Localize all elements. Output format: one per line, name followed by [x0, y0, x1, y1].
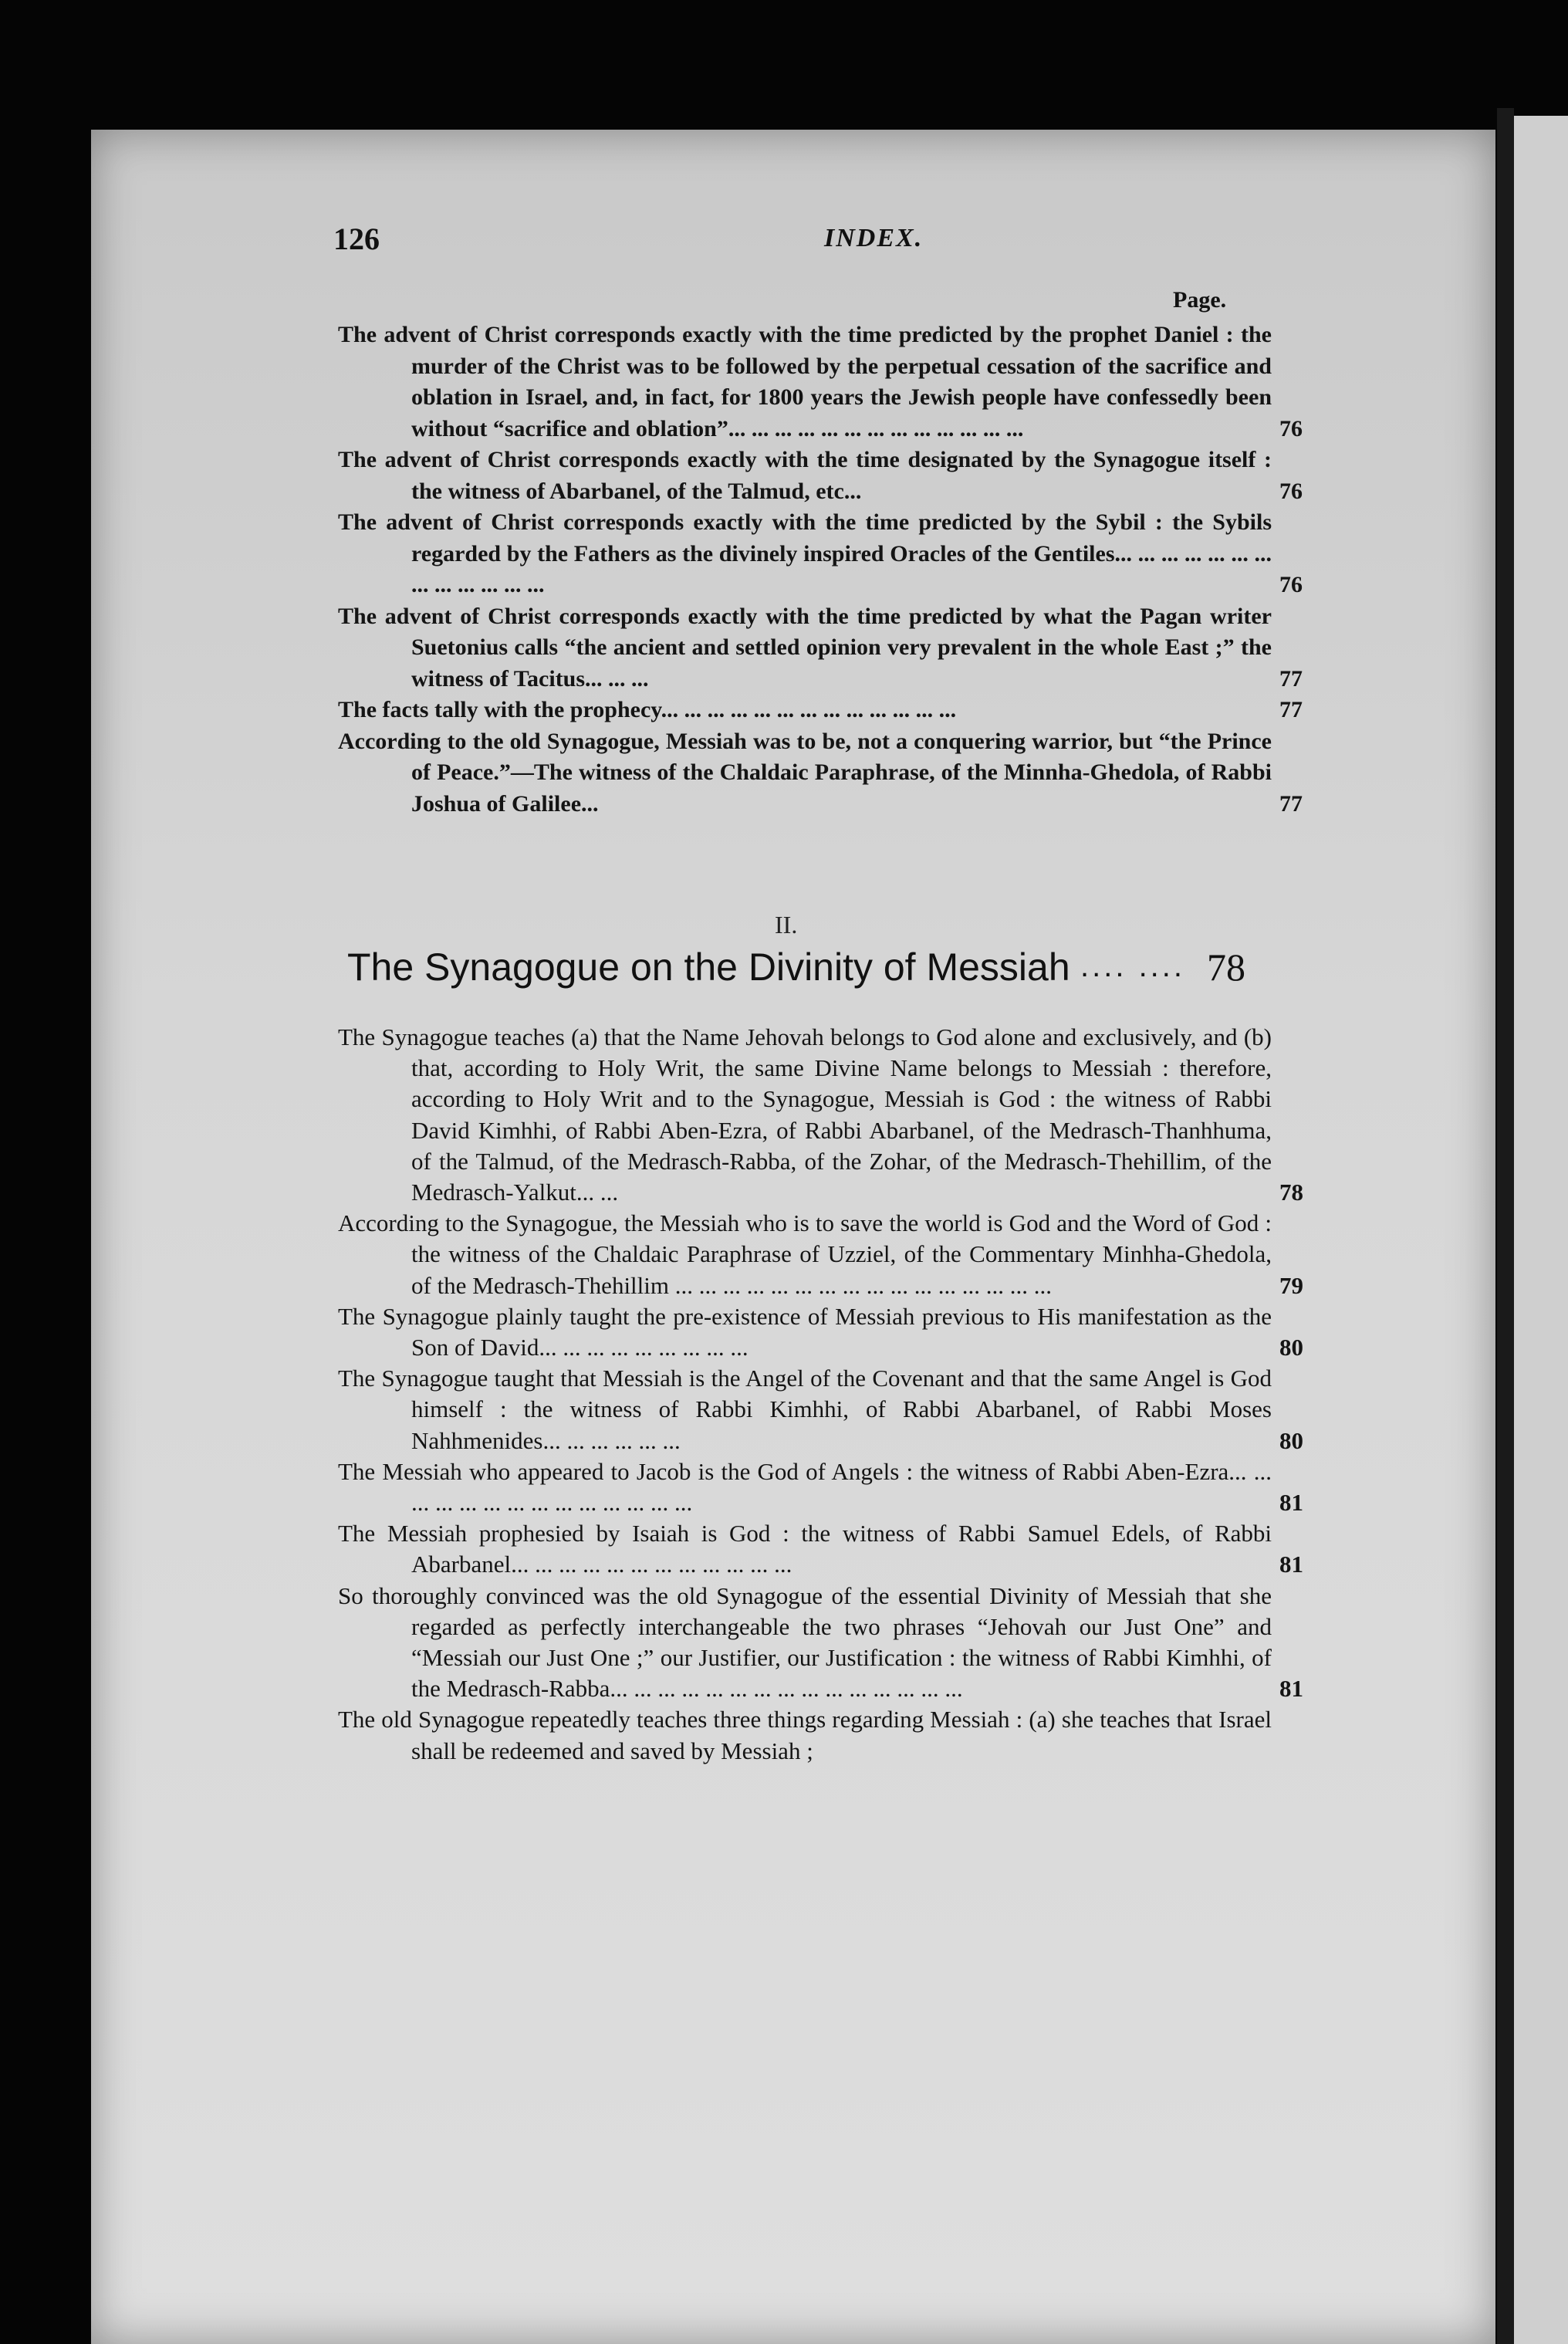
index-entry — [338, 1301, 1326, 1363]
entry-text: So thoroughly convinced was the old Synagogue of the essential Divinity of Messiah that she regarded as perfectly interchangeable the two phrases “Jehovah our Just One” and “Messiah our Just One ;” our Justifier, our Justification : the witness of Rabbi Kimhhi, of the Medrasch-Rabba... ... ... ... ... ... ... ... ... ... ... ... ... ... ... — [338, 1581, 1272, 1703]
section-numeral: II. — [775, 911, 798, 939]
index-entry — [338, 695, 1326, 726]
entry-page-ref: 79 — [1279, 1271, 1303, 1299]
section-title-text: The Synagogue on the Divinity of Messiah — [347, 945, 1070, 989]
index-entry — [338, 320, 1326, 445]
entry-page-ref: 77 — [1279, 665, 1303, 692]
page-gutter-shadow — [1497, 108, 1514, 2344]
entry-page-ref: 76 — [1279, 572, 1303, 597]
entry-page-ref: 81 — [1279, 1489, 1303, 1517]
facing-page-edge — [1514, 116, 1568, 2344]
entry-text: The advent of Christ corresponds exactly with the time designated by the Synagogue itself : the witness of Abarbanel, of the Talmud, etc... — [338, 447, 1272, 504]
entry-page-ref: 77 — [1279, 697, 1303, 722]
entry-page-ref: 76 — [1279, 478, 1303, 504]
entry-text: The facts tally with the prophecy... ... ... ... ... ... ... ... ... ... ... ... ... — [338, 697, 957, 722]
index-entry — [338, 601, 1326, 695]
entry-text: The Synagogue plainly taught the pre-existence of Messiah previous to His manifestation as the Son of David... ... ... ... ... ... ... ... ... — [338, 1302, 1272, 1361]
index-entry — [338, 445, 1326, 507]
section-heading — [347, 945, 1350, 989]
entry-page-ref: 78 — [1279, 1179, 1303, 1206]
entry-page-ref: 81 — [1279, 1551, 1303, 1578]
entry-page-ref: 80 — [1279, 1426, 1303, 1454]
index-entry — [338, 1581, 1326, 1705]
page-column-label: Page. — [1173, 287, 1227, 313]
section-leader-dots: .... .... — [1080, 949, 1186, 983]
entry-page-ref: 76 — [1279, 415, 1303, 441]
entry-text: The advent of Christ corresponds exactly with the time predicted by the Sybil : the Sybils regarded by the Fathers as the divinely inspired Oracles of the Gentiles... ... ... ... ... ... ... ... ... ... ... ... ... — [338, 509, 1272, 597]
running-title: INDEX. — [824, 224, 924, 252]
entry-text: The Synagogue teaches (a) that the Name Jehovah belongs to God alone and exclusively, and (b) that, according to Holy Writ, the same Divine Name belongs to Messiah : therefore, according to Holy Writ and to the Synagogue, Messiah is God : the witness of Rabbi David Kimhhi, of Rabbi Aben-Ezra, of Rabbi Abarbanel, of the Medrasch-Thanhhuma, of the Talmud, of the Medrasch-Rabba, of the Zohar, of the Medrasch-Thehillim, of the Medrasch-Yalkut... ... — [338, 1023, 1272, 1206]
entry-text: The old Synagogue repeatedly teaches three things regarding Messiah : (a) she teaches that Israel shall be redeemed and saved by Messiah ; — [338, 1706, 1272, 1764]
entry-text: According to the old Synagogue, Messiah was to be, not a conquering warrior, but “the Prince of Peace.”—The witness of the Chaldaic Paraphrase, of the Minnha-Ghedola, of Rabbi Joshua of Galilee... — [338, 728, 1272, 817]
entry-page-ref: 80 — [1279, 1334, 1303, 1361]
index-entry — [338, 1022, 1326, 1208]
index-entries-part2 — [338, 1022, 1326, 1767]
index-entry — [338, 1456, 1326, 1518]
entry-text: The Messiah prophesied by Isaiah is God : the witness of Rabbi Samuel Edels, of Rabbi Abarbanel... ... ... ... ... ... ... ... ... ... ... ... — [338, 1520, 1272, 1578]
running-head — [333, 221, 1370, 267]
entry-page-ref: 81 — [1279, 1675, 1303, 1703]
entry-text: The advent of Christ corresponds exactly with the time predicted by the prophet Daniel : the murder of the Christ was to be followed by the perpetual cessation of the sacrifice and oblation in Israel, and, in fact, for 1800 years the Jewish people have confessedly been without “sacrifice and oblation”... ... ... ... ... ... ... ... ... ... ... ... ... — [338, 322, 1272, 441]
section-page-ref: 78 — [1207, 945, 1245, 989]
index-entries-part1 — [338, 320, 1326, 820]
entry-text: The Synagogue taught that Messiah is the Angel of the Covenant and that the same Angel is God himself : the witness of Rabbi Kimhhi, of Rabbi Abarbanel, of Rabbi Moses Nahhmenides... ... ... ... ... ... — [338, 1365, 1272, 1454]
entry-text: The Messiah who appeared to Jacob is the God of Angels : the witness of Rabbi Aben-Ezra... ... ... ... ... ... ... ... ... ... ... ... ... ... — [338, 1457, 1272, 1517]
index-entry — [338, 507, 1326, 601]
entry-text: The advent of Christ corresponds exactly with the time predicted by what the Pagan writer Suetonius calls “the ancient and settled opinion very prevalent in the whole East ;” the witness of Tacitus... ... ... — [338, 603, 1272, 692]
index-entry — [338, 1363, 1326, 1456]
entry-text: According to the Synagogue, the Messiah who is to save the world is God and the Word of God : the witness of the Chaldaic Paraphrase of Uzziel, of the Commentary Minhha-Ghedola, of the Medrasch-Thehillim ... ... ... ... ... ... ... ... ... ... ... ... ... ... ... ... — [338, 1209, 1272, 1299]
page-number: 126 — [333, 222, 380, 256]
entry-page-ref: 77 — [1279, 790, 1303, 817]
index-entry — [338, 1208, 1326, 1301]
index-entry — [338, 1704, 1326, 1766]
index-entry — [338, 1518, 1326, 1580]
index-entry — [338, 726, 1326, 820]
